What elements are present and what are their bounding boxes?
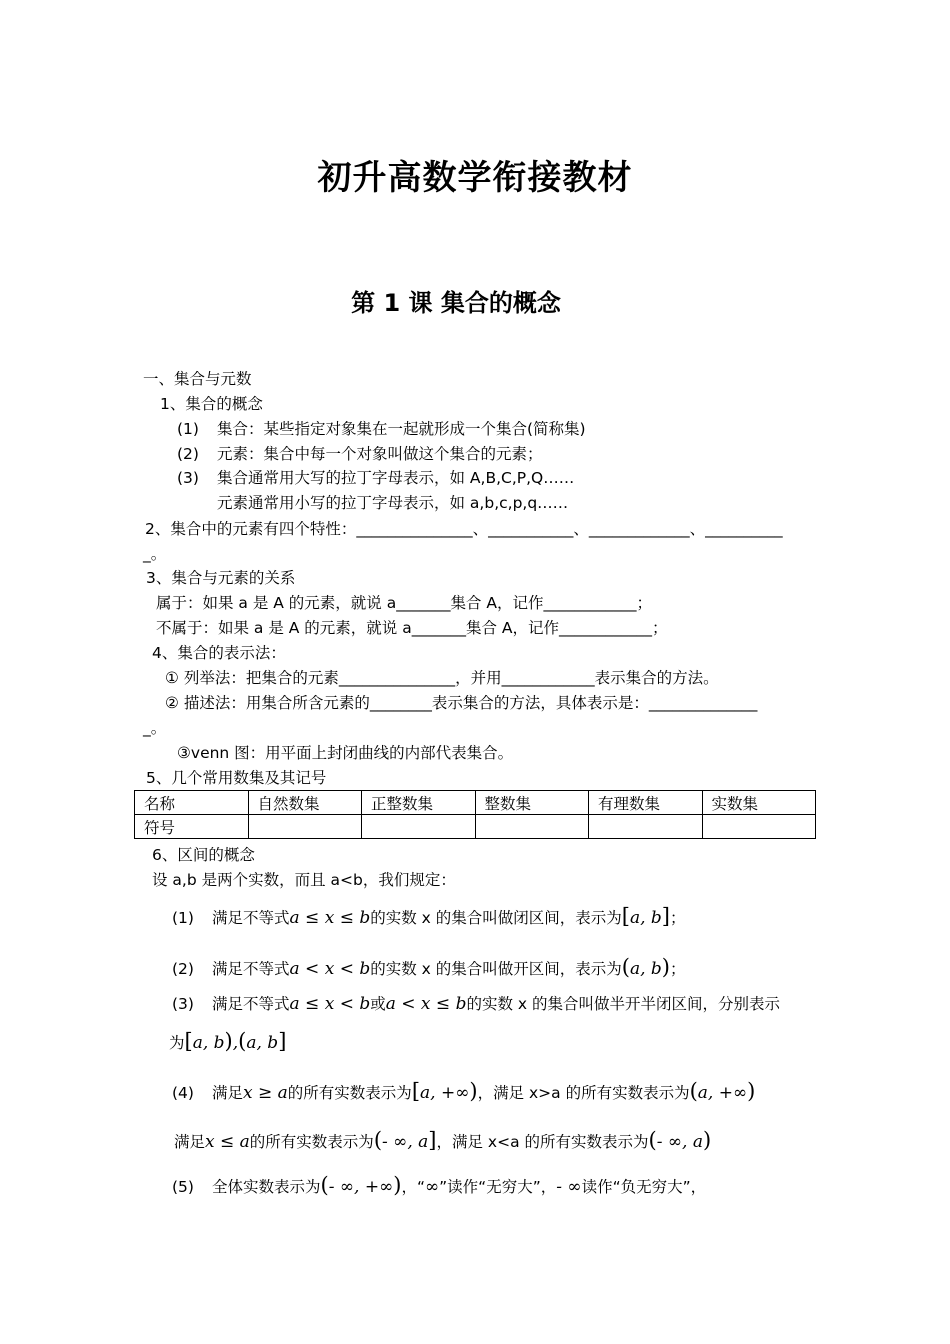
item-text: 集合通常用大写的拉丁字母表示，如 A,B,C,P,Q……: [217, 469, 575, 487]
number-sets-table: [134, 790, 816, 839]
item-text: 全体实数表示为: [212, 1178, 321, 1196]
method-listing: ① 列举法：把集合的元素_______________，并用____________表示集合的方法。: [165, 669, 719, 687]
table-cell: [475, 815, 589, 839]
interval-notation: - ∞, +∞: [328, 1177, 394, 1197]
method-description: ② 描述法：用集合所含元素的________表示集合的方法，具体表示是：______________: [165, 694, 758, 712]
item-text: ，满足 x>a 的所有实数表示为: [477, 1084, 690, 1102]
neg-infinity-symbol: - ∞: [556, 1177, 582, 1197]
interval-notation: a, +∞: [420, 1083, 470, 1103]
interval-item-4: (4) 满足x ≥ a的所有实数表示为[a, +∞)，满足 x>a 的所有实数表示为(a, +∞): [172, 1079, 756, 1103]
inequality: a < x < b: [289, 959, 371, 979]
lesson-title: 第 1 课 集合的概念: [351, 289, 561, 317]
table-cell: 实数集: [702, 791, 816, 815]
item-text: 满足不等式: [212, 960, 290, 978]
item-number: (1): [172, 909, 194, 927]
item-text: 的所有实数表示为: [249, 1133, 374, 1151]
item-number: (4): [172, 1084, 194, 1102]
section-1-heading: 一、集合与元数: [143, 370, 252, 388]
table-cell: [702, 815, 816, 839]
item-text: 满足不等式: [212, 909, 290, 927]
inequality: a ≤ x < b: [289, 994, 371, 1014]
interval-notation: a, +∞: [697, 1083, 748, 1103]
interval-item-4-continuation: 满足x ≤ a的所有实数表示为(- ∞, a]，满足 x<a 的所有实数表示为(- ∞, a): [174, 1128, 712, 1152]
item-text: 的实数 x 的集合叫做闭区间，表示为: [370, 909, 622, 927]
inequality: a < x ≤ b: [385, 994, 467, 1014]
table-cell: [589, 815, 703, 839]
item-text: ；: [670, 909, 686, 927]
not-belong-line: 不属于：如果 a 是 A 的元素，就说 a_______集合 A，记作____________；: [156, 619, 668, 637]
table-cell: 符号: [135, 815, 249, 839]
item-text: ，满足 x<a 的所有实数表示为: [436, 1133, 649, 1151]
section-1-1-heading: 1、集合的概念: [160, 395, 263, 413]
item-number: (5): [172, 1178, 194, 1196]
item-text: 的实数 x 的集合叫做开区间，表示为: [370, 960, 622, 978]
separator: ,: [232, 1033, 239, 1053]
section-5-heading: 5、几个常用数集及其记号: [146, 769, 327, 787]
method-description-end: _。: [143, 719, 167, 737]
item-text: 集合：某些指定对象集在一起就形成一个集合(简称集): [217, 420, 586, 438]
item-text: 元素：集合中每一个对象叫做这个集合的元素；: [217, 445, 543, 463]
interval-item-5: (5) 全体实数表示为(- ∞, +∞)，“∞”读作“无穷大”，- ∞读作“负无穷大”，: [172, 1173, 707, 1197]
table-cell: [248, 815, 362, 839]
section-4-heading: 4、集合的表示法：: [152, 644, 286, 662]
item-text: 满足不等式: [212, 995, 290, 1013]
interval-item-1: (1) 满足不等式a ≤ x ≤ b的实数 x 的集合叫做闭区间，表示为[a, b]；: [172, 904, 686, 928]
section-6-heading: 6、区间的概念: [152, 846, 255, 864]
interval-notation: a, b: [246, 1033, 279, 1053]
list-item: [177, 418, 586, 440]
interval-notation: a, b: [629, 908, 662, 928]
table-cell: 整数集: [475, 791, 589, 815]
interval-notation: a, b: [629, 959, 662, 979]
item-text: 为: [169, 1034, 185, 1052]
interval-item-3-continuation: 为[a, b),(a, b]: [169, 1029, 287, 1053]
inequality: x ≥ a: [243, 1083, 288, 1103]
inequality: x ≤ a: [205, 1132, 250, 1152]
infinity-symbol: ∞: [424, 1177, 440, 1197]
item-text: ，“: [401, 1178, 425, 1196]
interval-item-3: [172, 993, 780, 1015]
page-title: 初升高数学衔接教材: [317, 158, 633, 198]
interval-item-2: (2) 满足不等式a < x < b的实数 x 的集合叫做开区间，表示为(a, b)；: [172, 955, 686, 979]
table-cell: 有理数集: [589, 791, 703, 815]
item-number: (3): [172, 995, 194, 1013]
item-text: 满足: [174, 1133, 206, 1151]
section-3-heading: 3、集合与元素的关系: [146, 569, 296, 587]
interval-notation: - ∞, a: [382, 1132, 429, 1152]
section-6-intro: 设 a,b 是两个实数，而且 a<b，我们规定：: [152, 871, 456, 889]
item-number: (2): [177, 445, 199, 463]
item-number: (3): [177, 469, 199, 487]
item-text: 的实数 x 的集合叫做半开半闭区间，分别表示: [466, 995, 780, 1013]
interval-notation: - ∞, a: [656, 1132, 703, 1152]
table-cell: 正整数集: [362, 791, 476, 815]
item-text: 满足: [212, 1084, 244, 1102]
table-row: [135, 791, 816, 815]
item-number: (2): [172, 960, 194, 978]
item-text: 读作“负无穷大”，: [581, 1178, 707, 1196]
interval-notation: a, b: [192, 1033, 225, 1053]
section-2-line: 2、集合中的元素有四个特性：_______________、___________、_____________、__________: [145, 520, 783, 538]
table-cell: [362, 815, 476, 839]
item-text: 或: [370, 995, 386, 1013]
table-cell: 名称: [135, 791, 249, 815]
inequality: a ≤ x ≤ b: [289, 908, 371, 928]
method-venn: ③venn 图：用平面上封闭曲线的内部代表集合。: [177, 744, 514, 762]
table-cell: 自然数集: [248, 791, 362, 815]
table-row: [135, 815, 816, 839]
list-item-continuation: 元素通常用小写的拉丁字母表示，如 a,b,c,p,q……: [217, 494, 569, 512]
belong-line: 属于：如果 a 是 A 的元素，就说 a_______集合 A，记作____________；: [156, 594, 653, 612]
section-2-line-end: _。: [143, 545, 167, 563]
item-text: ；: [670, 960, 686, 978]
item-text: ”读作“无穷大”，: [439, 1178, 557, 1196]
item-text: 的所有实数表示为: [287, 1084, 412, 1102]
list-item: [177, 443, 543, 465]
item-number: (1): [177, 420, 199, 438]
list-item: [177, 467, 574, 489]
